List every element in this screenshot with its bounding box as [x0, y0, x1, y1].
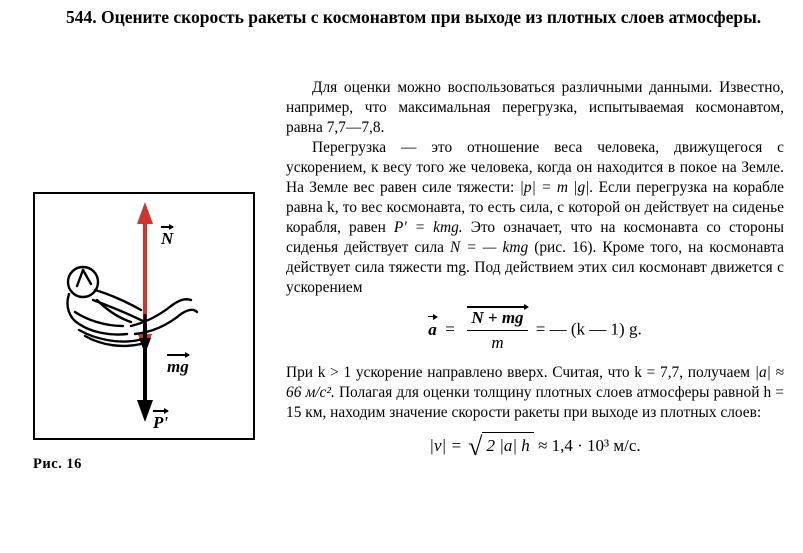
paragraph-2a	[286, 138, 784, 298]
paragraph-3	[286, 363, 784, 423]
problem-number: 544.	[66, 7, 97, 27]
formula-N-inline: N = — kmg	[450, 239, 529, 257]
equation-velocity	[286, 432, 784, 462]
equation-velocity-rhs: ≈ 1,4 · 10³ м/с.	[538, 436, 641, 456]
vector-P-label: P'	[153, 410, 168, 433]
equation-velocity-lhs: |v| =	[429, 436, 462, 456]
vector-mg-label: mg	[167, 354, 189, 377]
figure-frame	[33, 192, 255, 440]
equation-rhs: = — (k — 1) g.	[535, 319, 642, 339]
paragraph-2b-text: Если перегрузка на корабле равна k, то вес космонавта, то есть сила, с которой он действует на сиденье корабля, равен	[286, 179, 784, 237]
paragraph-2d-text: (рис. 16). Кроме того, на космонавта действует сила тяжести mg. Под действием этих сил космонавт движется с ускорением	[286, 239, 784, 297]
figure-block	[33, 192, 259, 473]
equation-denominator: m	[491, 333, 504, 353]
formula-Pprime-inline: P' = kmg.	[393, 219, 463, 237]
figure-drawing	[35, 194, 253, 438]
paragraph-2c-text: Это означает, что на космонавта со стороны сиденья действует сила	[286, 219, 784, 257]
paragraph-2a-text: Перегрузка — это отношение веса человека, движущегося с ускорением, к весу того же человека, когда он находится в покое на Земле. На Земле вес равен силе тяжести:	[286, 139, 784, 197]
equation-numerator: N + mg	[467, 307, 527, 331]
problem-heading	[36, 6, 778, 29]
formula-accel-value: |a| ≈ 66 м/с².	[286, 364, 785, 402]
vector-N-label: N	[161, 226, 173, 249]
formula-weight-inline: |p| = m |g|.	[519, 179, 594, 197]
figure-caption: Рис. 16	[33, 456, 82, 472]
paragraph-3a-text: При k > 1 ускорение направлено вверх. Считая, что k = 7,7, получаем	[286, 364, 751, 382]
paragraph-3b-text: Полагая для оценки толщину плотных слоев атмосферы равной h = 15 км, находим значение скорости ракеты при выходе из плотных слоев:	[286, 384, 784, 422]
equals-sign: =	[441, 319, 460, 339]
cosmonaut-figure	[67, 267, 197, 346]
equation-fraction	[467, 307, 527, 354]
problem-statement: Оценитe скорость ракеты с космонавтом при выходе из плотных слоев атмосферы.	[101, 7, 762, 27]
solution-text-column	[286, 78, 784, 467]
equation-acceleration	[286, 307, 784, 354]
equation-lhs: a	[428, 317, 437, 341]
radicand: 2 |a| h	[482, 432, 533, 457]
paragraph-1: Для оценки можно воспользоваться различными данными. Известно, например, что максимальная перегрузка, испытываемая космонавтом, равна 7,7—7,8.	[286, 79, 784, 137]
square-root	[466, 432, 534, 462]
radical-icon: √	[468, 432, 483, 462]
